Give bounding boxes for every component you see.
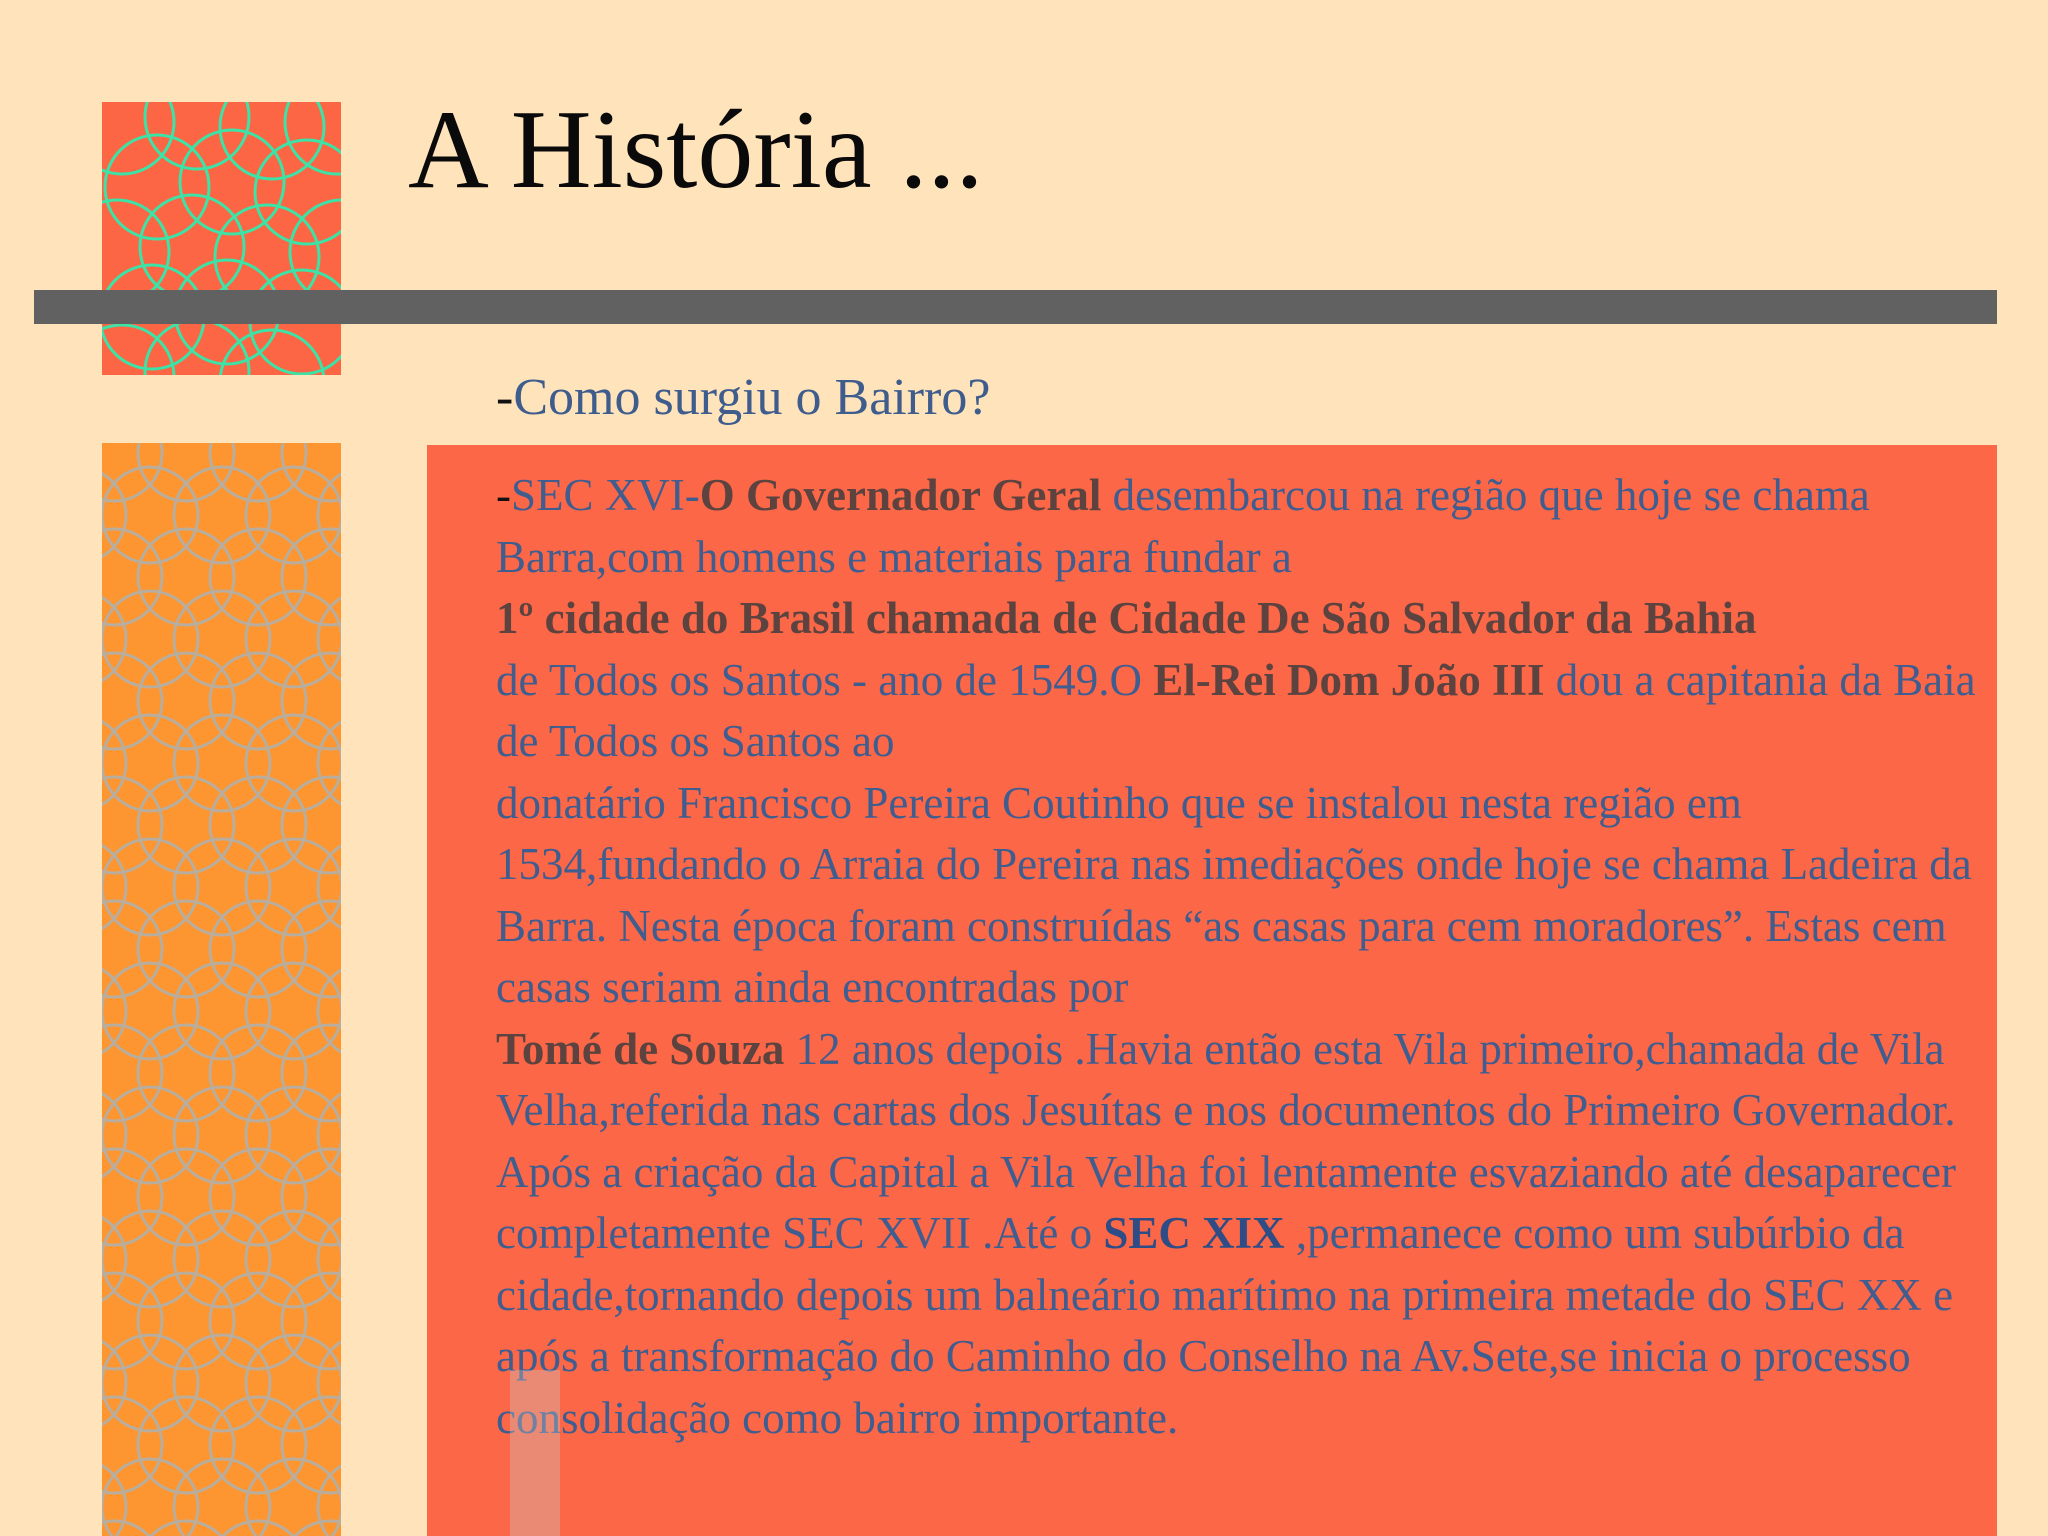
paragraph-dash: - <box>496 470 511 520</box>
title-divider-bar <box>34 290 1997 324</box>
decorative-circles-square <box>102 102 341 375</box>
decorative-pillar <box>510 1370 560 1536</box>
decorative-circles-column <box>102 443 341 1536</box>
subtitle-dash: - <box>496 369 514 426</box>
text-span: dou a capitania da Baia de Todos os Santos ao <box>496 654 1976 766</box>
bold-text: El-Rei Dom João III <box>1153 654 1545 705</box>
text-span: desembarcou na região que hoje se chama Barra,com homens e materiais para fundar a <box>496 470 1870 582</box>
slide-title: A História ... <box>408 88 984 212</box>
history-content-box <box>427 445 1997 1536</box>
paragraph-6 <box>496 1142 1986 1450</box>
paragraph-2 <box>496 588 1986 650</box>
paragraph-5 <box>496 1019 1986 1142</box>
paragraph-4 <box>496 773 1986 1019</box>
text-span: donatário Francisco Pereira Coutinho que se instalou nesta região em 1534,fundando o Arraia do Pereira nas imediações onde hoje se chama Ladeira da Barra. Nesta época foram construídas “as casas para cem moradores”. Estas cem casas seriam ainda encontradas por <box>496 777 1972 1012</box>
bold-text: Tomé de Souza <box>496 1023 785 1074</box>
text-span: 12 anos depois .Havia então esta Vila primeiro,chamada de Vila Velha,referida nas cartas dos Jesuítas e nos documentos do Primeiro Governador. <box>496 1023 1956 1135</box>
bold-text: SEC XIX <box>1103 1208 1285 1258</box>
text-span: de Todos os Santos - ano de 1549.O <box>496 654 1154 705</box>
bold-text: O Governador Geral <box>699 470 1102 520</box>
history-text <box>496 465 1986 1449</box>
paragraph-1 <box>496 465 1986 588</box>
section-question <box>496 365 990 431</box>
text-span: Após a criação da Capital a Vila Velha foi lentamente esvaziando até desaparecer completamente SEC XVII .Até o <box>496 1146 1956 1258</box>
paragraph-3 <box>496 650 1986 773</box>
text-span: ,permanece como um subúrbio da cidade,tornando depois um balneário marítimo na primeira metade do SEC XX e após a transformação do Caminho do Conselho na Av.Sete,se inicia o processo consolidação como bairro importante. <box>496 1208 1954 1443</box>
subtitle-text: Como surgiu o Bairro? <box>513 369 991 426</box>
text-span: SEC XVI- <box>511 470 700 520</box>
bold-text: 1º cidade do Brasil chamada de Cidade De São Salvador da Bahia <box>496 593 1757 643</box>
